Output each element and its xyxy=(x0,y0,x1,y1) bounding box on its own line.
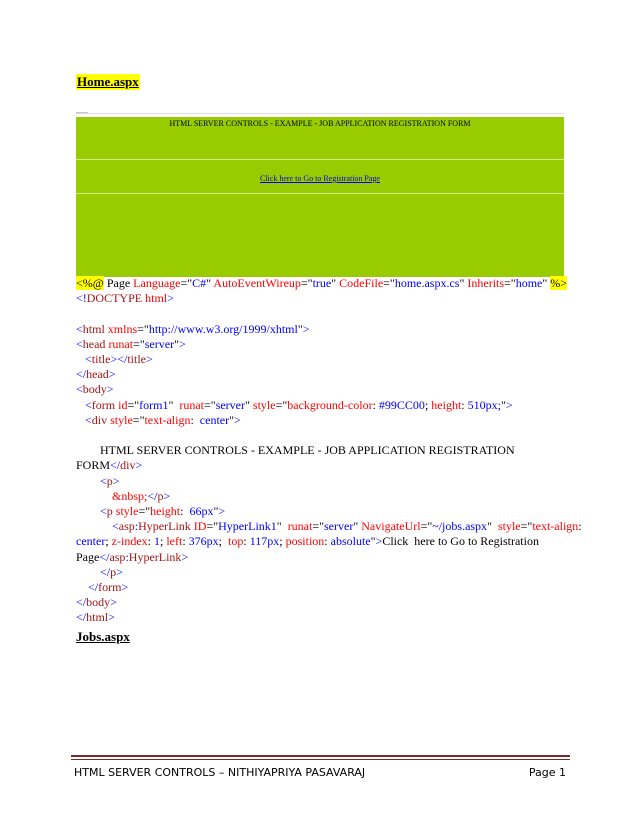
code-token: home xyxy=(515,276,543,290)
code-token: : xyxy=(243,534,250,549)
code-token: > xyxy=(112,473,120,488)
code-token: " xyxy=(206,276,214,290)
code-token: style xyxy=(115,504,139,519)
home-aspx-heading: Home.aspx xyxy=(77,74,139,89)
code-token: height xyxy=(150,504,181,519)
code-token: > xyxy=(218,504,226,519)
code-token: < xyxy=(85,412,92,427)
code-token: </ xyxy=(99,549,110,564)
code-token: &nbsp; xyxy=(112,488,148,503)
code-token: " xyxy=(168,397,180,412)
code-token: </ xyxy=(147,488,158,503)
code-token: text-align xyxy=(532,519,579,534)
code-token: %> xyxy=(550,276,568,290)
code-token: > xyxy=(116,564,123,579)
code-token: > xyxy=(163,488,171,503)
code-line xyxy=(76,565,566,580)
code-token: asp xyxy=(109,549,126,564)
code-token xyxy=(76,398,85,412)
code-token: < xyxy=(76,382,83,397)
code-token: Inherits xyxy=(467,276,505,290)
code-token: head xyxy=(82,336,106,351)
code-token: > xyxy=(181,549,189,564)
code-token: > xyxy=(505,397,513,412)
code-token: center xyxy=(199,412,230,427)
code-token: > xyxy=(106,382,114,397)
code-token: > xyxy=(302,321,310,336)
jobs-aspx-heading: Jobs.aspx xyxy=(76,629,130,644)
code-line xyxy=(76,519,582,534)
code-token: </ xyxy=(76,367,87,382)
code-token: server xyxy=(144,336,175,351)
code-token: HyperLink xyxy=(138,519,191,534)
code-token: " xyxy=(459,276,468,290)
code-token: div xyxy=(91,412,108,427)
code-token: =" xyxy=(127,397,140,412)
code-token: " xyxy=(542,276,551,290)
preview-divider xyxy=(76,193,564,194)
code-token: Page xyxy=(76,549,100,564)
code-token: runat xyxy=(287,519,313,534)
code-line xyxy=(76,550,566,565)
code-token xyxy=(76,504,100,518)
code-token: =" xyxy=(204,397,216,412)
footer-document-title: HTML SERVER CONTROLS – NITHIYAPRIYA PASAVARAJ xyxy=(74,766,366,779)
code-token: < xyxy=(76,336,83,351)
code-token: =" xyxy=(383,276,395,290)
code-token xyxy=(76,519,112,533)
code-token: : xyxy=(578,519,582,534)
code-line xyxy=(76,291,566,306)
code-line xyxy=(76,352,566,367)
code-token: =" xyxy=(420,519,433,534)
code-token: FORM xyxy=(76,458,111,473)
code-token xyxy=(76,580,88,594)
code-token: > xyxy=(375,534,383,549)
code-token: position xyxy=(285,534,325,549)
code-token: </ xyxy=(76,595,87,610)
code-token: 66px xyxy=(189,504,214,519)
code-token: asp xyxy=(118,519,135,534)
code-token: : xyxy=(147,534,154,549)
rendered-page-preview xyxy=(76,117,564,277)
code-line xyxy=(76,504,566,519)
code-token: xmlns xyxy=(107,321,138,336)
code-token: " xyxy=(487,519,498,534)
code-token: : xyxy=(182,534,189,549)
code-token: > xyxy=(167,291,174,306)
preview-top-divider xyxy=(76,113,564,114)
code-token: < xyxy=(85,397,92,412)
code-token: body xyxy=(82,382,107,397)
code-token: </ xyxy=(110,458,121,473)
code-token: body xyxy=(86,595,111,610)
code-token: HTML SERVER CONTROLS - EXAMPLE - JOB APPLICATION REGISTRATION xyxy=(76,443,515,458)
code-token: top xyxy=(228,534,244,549)
code-token: title xyxy=(91,352,111,366)
code-line xyxy=(76,458,566,473)
code-token xyxy=(76,352,85,366)
code-line xyxy=(76,428,566,443)
code-token: ; xyxy=(279,534,286,549)
code-token: center xyxy=(76,534,106,549)
code-token xyxy=(76,413,85,427)
code-token: < xyxy=(100,473,107,488)
code-token xyxy=(76,489,112,503)
code-token: http://www.w3.org/1999/xhtml xyxy=(148,321,298,336)
code-token: =" xyxy=(137,321,149,336)
footer-page-number: Page 1 xyxy=(528,766,566,779)
code-token: =" xyxy=(312,519,325,534)
code-token: 1 xyxy=(153,534,160,549)
code-line xyxy=(76,489,566,504)
code-token: > xyxy=(110,595,117,610)
code-token: home.aspx.cs xyxy=(394,276,460,290)
registration-page-link[interactable]: Click here to Go to Registration Page xyxy=(260,174,380,183)
code-token: server xyxy=(215,397,246,412)
code-token: : xyxy=(134,519,139,534)
code-token: id xyxy=(118,397,128,412)
code-token: > xyxy=(108,367,116,382)
code-token: html xyxy=(82,321,105,336)
code-token: style xyxy=(252,397,276,412)
code-token: > xyxy=(146,352,153,366)
code-token: C# xyxy=(192,276,207,290)
code-line xyxy=(76,610,566,625)
code-line xyxy=(76,595,566,610)
code-token: : xyxy=(190,412,200,427)
code-token: DOCTYPE xyxy=(86,291,143,306)
code-token: > xyxy=(121,580,129,595)
code-token: " xyxy=(229,412,235,427)
code-token: HyperLink1 xyxy=(218,519,277,534)
code-token: =" xyxy=(138,504,151,519)
code-token: </ xyxy=(88,580,99,595)
code-token: <! xyxy=(76,291,87,306)
code-token: form xyxy=(98,580,122,595)
code-token: AutoEventWireup xyxy=(213,276,301,290)
code-token: " xyxy=(174,336,179,351)
code-line xyxy=(76,337,566,352)
code-token: =" xyxy=(300,276,313,290)
code-token: : xyxy=(372,397,379,412)
code-line xyxy=(76,367,566,382)
code-line xyxy=(76,398,566,413)
code-line xyxy=(76,276,566,291)
code-token: : xyxy=(125,549,129,564)
code-token: : xyxy=(180,504,190,519)
code-token: =" xyxy=(132,412,145,427)
code-line xyxy=(76,580,566,595)
code-token: z-index xyxy=(111,534,148,549)
code-token: runat xyxy=(108,336,134,351)
code-token: background-color xyxy=(287,397,373,412)
code-token: " xyxy=(297,321,303,336)
code-token: " xyxy=(213,504,219,519)
code-token: server xyxy=(324,519,354,534)
code-token: ; xyxy=(105,534,112,549)
code-token: " xyxy=(331,276,340,290)
code-token: 117px xyxy=(249,534,280,549)
code-token: < xyxy=(112,519,119,534)
code-token: text-align xyxy=(144,412,191,427)
code-token: ; xyxy=(218,534,229,549)
code-token: " xyxy=(353,519,362,534)
code-token: left xyxy=(166,534,183,549)
code-token: =" xyxy=(275,397,288,412)
code-token: #99CC00 xyxy=(378,397,425,412)
footer-divider-thick xyxy=(71,755,570,757)
code-line xyxy=(76,322,566,337)
code-token: < xyxy=(76,321,83,336)
code-token: CodeFile xyxy=(339,276,384,290)
code-line xyxy=(76,413,566,428)
preview-divider xyxy=(76,159,564,160)
code-token: html xyxy=(145,291,168,306)
code-token: 510px; xyxy=(467,397,501,412)
code-token: p xyxy=(106,473,113,488)
code-token: <%@ xyxy=(76,276,104,290)
code-line xyxy=(76,534,566,549)
code-token: =" xyxy=(520,519,533,534)
code-token: style xyxy=(497,519,521,534)
code-token: ~/jobs.aspx xyxy=(432,519,488,534)
code-token: absolute xyxy=(330,534,371,549)
preview-title: HTML SERVER CONTROLS - EXAMPLE - JOB APPLICATION REGISTRATION FORM xyxy=(169,119,471,128)
code-token: 376px xyxy=(188,534,219,549)
code-token: Click here to Go to Registration xyxy=(382,534,539,549)
code-token xyxy=(76,474,100,488)
code-token: " xyxy=(500,397,506,412)
code-token: > xyxy=(234,412,241,427)
code-token: height xyxy=(431,397,462,412)
code-token: : xyxy=(461,397,468,412)
code-token: > xyxy=(135,458,143,473)
footer-divider-thin xyxy=(71,759,570,760)
code-token: " xyxy=(245,397,253,412)
code-line xyxy=(76,443,566,458)
code-token: ; xyxy=(424,397,432,412)
code-line xyxy=(76,474,566,489)
code-token: style xyxy=(110,412,133,427)
code-token: < xyxy=(100,504,107,519)
code-token: </ xyxy=(76,610,87,625)
code-token: HyperLink xyxy=(128,549,182,564)
code-token: > xyxy=(108,610,115,625)
code-token: p xyxy=(106,504,113,519)
source-code-listing xyxy=(76,276,582,626)
code-token: Page xyxy=(103,276,134,290)
code-token: =" xyxy=(206,519,219,534)
code-token xyxy=(76,565,100,579)
code-token: runat xyxy=(179,397,205,412)
code-token: =" xyxy=(180,276,193,290)
code-token: form xyxy=(91,397,116,412)
code-token: > xyxy=(179,336,186,351)
code-line xyxy=(76,382,566,397)
code-token: =" xyxy=(504,276,516,290)
code-token: head xyxy=(86,367,109,382)
code-token: div xyxy=(120,458,136,473)
code-token: html xyxy=(86,610,109,625)
code-token: p xyxy=(157,488,164,503)
code-token: true xyxy=(312,276,332,290)
code-token: form1 xyxy=(139,397,169,412)
code-token: : xyxy=(324,534,331,549)
code-token: p xyxy=(110,564,117,579)
code-token: < xyxy=(85,352,92,366)
code-token: ; xyxy=(159,534,167,549)
code-token: " xyxy=(370,534,376,549)
code-token: =" xyxy=(133,336,145,351)
code-token: Language xyxy=(133,276,181,290)
code-token: </ xyxy=(100,564,111,579)
code-token: NavigateUrl xyxy=(361,519,421,534)
code-token: title xyxy=(127,352,146,366)
code-line xyxy=(76,306,566,321)
code-token: ></ xyxy=(110,352,128,366)
code-token: " xyxy=(276,519,288,534)
code-token: ID xyxy=(193,519,207,534)
